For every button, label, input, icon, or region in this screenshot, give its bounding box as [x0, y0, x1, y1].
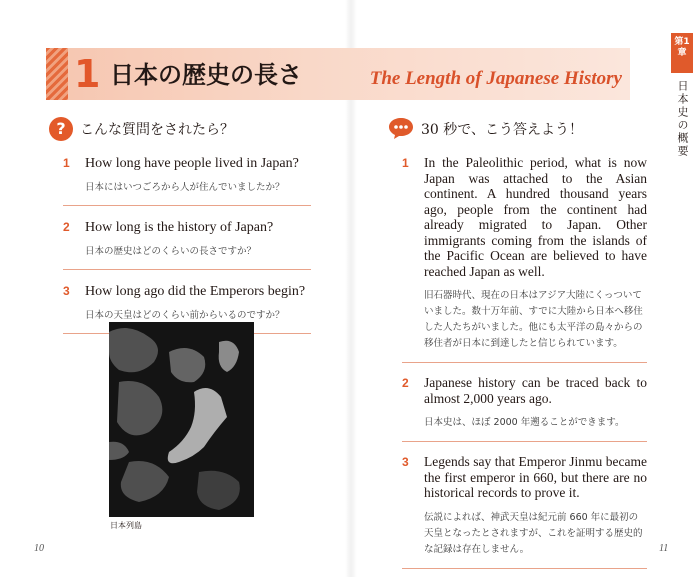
answer-number: 3 — [402, 455, 409, 469]
question-item — [63, 216, 311, 270]
page-title-jp: 日本の歴史の長さ — [110, 61, 302, 89]
answer-number: 2 — [402, 376, 409, 390]
answer-list — [402, 155, 647, 581]
satellite-photo — [109, 322, 254, 517]
answer-text-en: In the Paleolithic period, what is now Japan was attached to the Asian continent. A hundred thousand years ago, people from the continent had already migrated to Japan. Other immigrants coming from the islands of the Pacific Ocean are believed to have reached Japan as well. — [424, 155, 647, 279]
section-number: 1 — [74, 52, 101, 96]
page-number-left: 10 — [34, 543, 44, 554]
answer-item — [402, 454, 647, 569]
chapter-title-vertical: 日本史の概要 — [676, 80, 689, 158]
question-text-jp: 日本にはいつごろから人が住んでいましたか？ — [85, 182, 285, 193]
answer-number: 1 — [402, 156, 409, 170]
question-text-en: How long is the history of Japan? — [85, 220, 274, 235]
answer-text-jp: 旧石器時代、現在の日本はアジア大陸にくっついていました。数十万年前、すでに大陸から日本へ移住した人たちがいました。他にも太平洋の島々からの移住者が日本に到達したと信じられています。 — [424, 290, 643, 349]
question-list — [63, 152, 311, 344]
answer-text-jp: 伝説によれば、神武天皇は紀元前 660 年に最初の天皇となったとされますが、これを証明する歴史的な記録は存在しません。 — [424, 511, 643, 555]
speech-bubble-icon — [388, 116, 414, 140]
chapter-tab: 第1章 — [671, 33, 693, 73]
photo-caption: 日本列島 — [110, 521, 142, 530]
question-number: 3 — [63, 284, 70, 298]
answer-text-en: Legends say that Emperor Jinmu became the first emperor in 660, but there are no historical records to prove it. — [424, 454, 647, 500]
answer-item — [402, 375, 647, 442]
question-number: 2 — [63, 220, 70, 234]
question-text-en: How long ago did the Emperors begin? — [85, 284, 306, 299]
page-number-right: 11 — [659, 543, 669, 554]
answers-heading: 30 秒で、こう答えよう！ — [421, 122, 583, 138]
question-item — [63, 152, 311, 206]
answer-item — [402, 155, 647, 363]
questions-heading: こんな質問をされたら？ — [80, 122, 234, 138]
banner-pattern — [46, 48, 68, 100]
answer-text-jp: 日本史は、ほぼ 2000 年遡ることができます。 — [424, 417, 625, 428]
question-text-jp: 日本の天皇はどのくらい前からいるのですか？ — [85, 310, 285, 321]
answer-text-en: Japanese history can be traced back to almost 2,000 years ago. — [424, 375, 647, 406]
question-text-en: How long have people lived in Japan? — [85, 156, 299, 171]
question-icon: ? — [49, 117, 73, 141]
question-text-jp: 日本の歴史はどのくらいの長さですか？ — [85, 246, 257, 257]
page-title-en: The Length of Japanese History — [369, 68, 622, 89]
question-number: 1 — [63, 156, 70, 170]
